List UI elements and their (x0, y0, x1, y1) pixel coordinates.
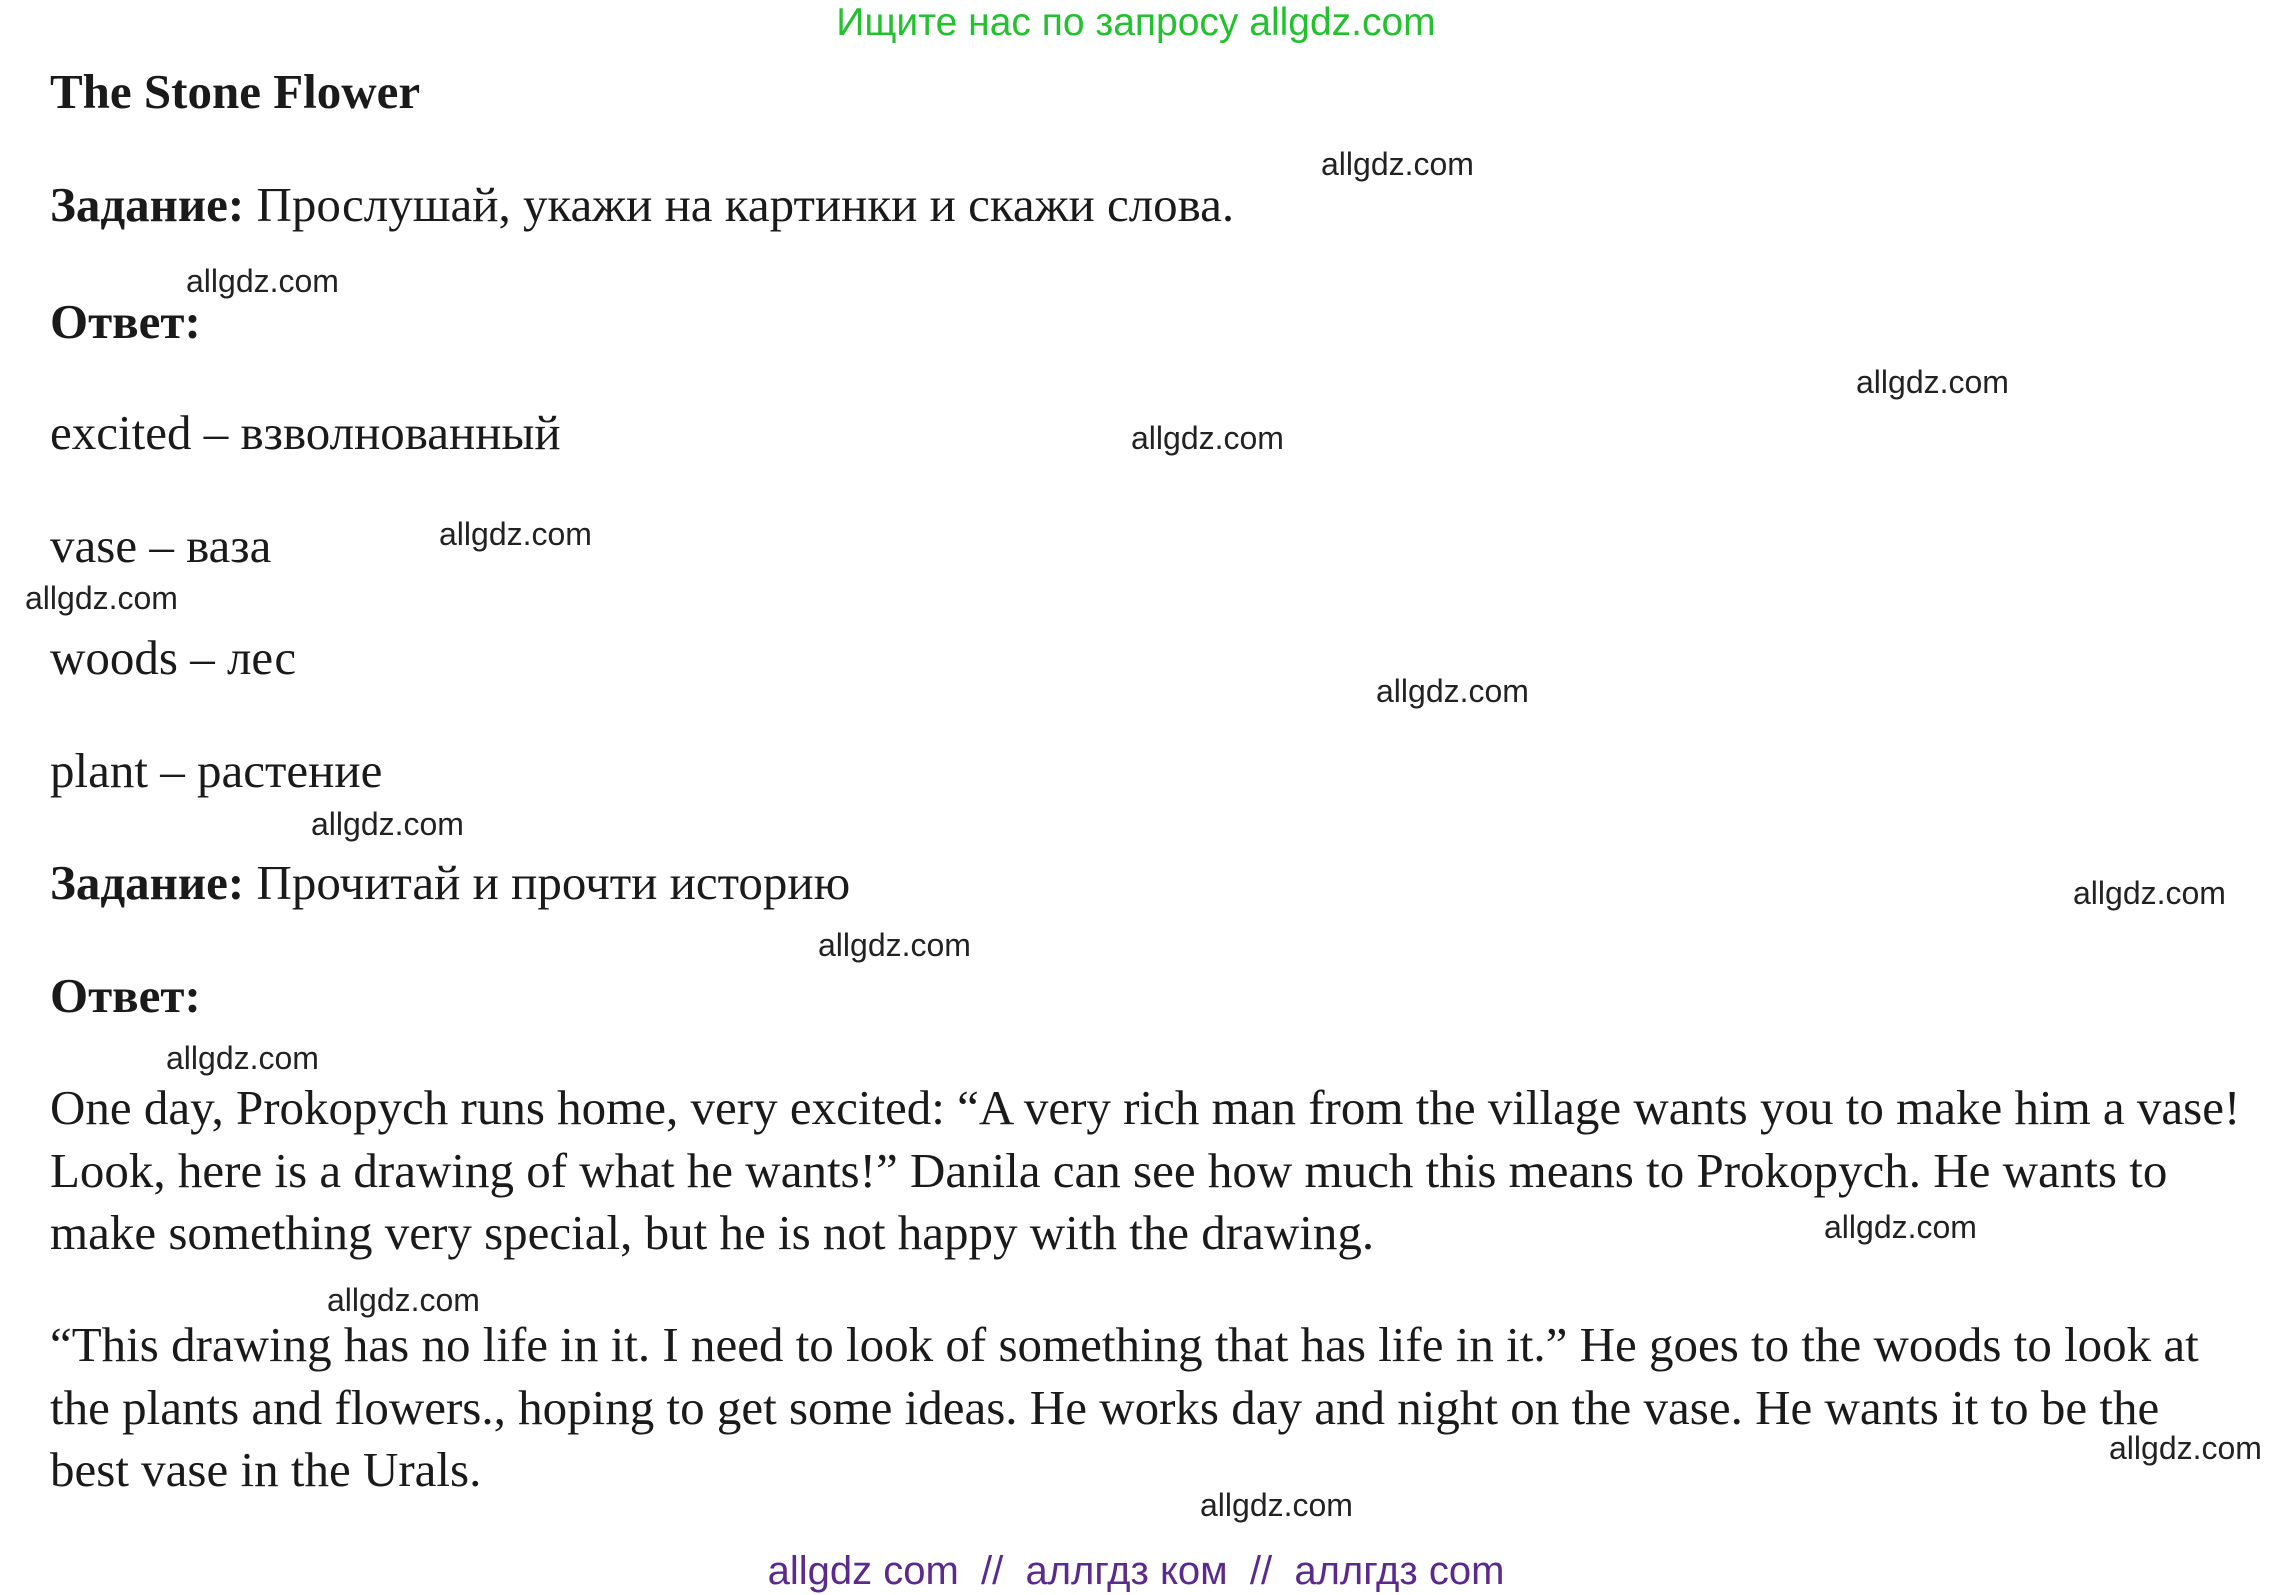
watermark: allgdz.com (186, 263, 339, 299)
watermark: allgdz.com (1824, 1209, 1977, 1245)
vocab-item-vase: vase – ваза (50, 518, 272, 573)
story-paragraph-2: “This drawing has no life in it. I need to look of something that has life in it.” He goes to the woods to look at the plants and flowers., hoping to get some ideas. He works day and night on the vase. He wants it to be the best vase in the Urals. (50, 1317, 2199, 1497)
watermark: allgdz.com (818, 927, 971, 963)
answer-2-label: Ответ: (50, 968, 201, 1023)
watermark: allgdz.com (311, 806, 464, 842)
watermark: allgdz.com (166, 1040, 319, 1076)
watermark: allgdz.com (1131, 420, 1284, 456)
task-2-label: Задание: (50, 855, 245, 910)
story-paragraph-1: One day, Prokopych runs home, very excited: “A very rich man from the village wants you to make him a vase! Look, here is a drawing of what he wants!” Danila can see how much this means to Prokopych. He wants to make something very special, but he is not happy with the drawing. (50, 1080, 2241, 1260)
page-title: The Stone Flower (50, 64, 421, 119)
watermark: allgdz.com (1376, 673, 1529, 709)
watermark: allgdz.com (439, 516, 592, 552)
task-2 (50, 853, 850, 913)
vocab-item-woods: woods – лес (50, 630, 297, 685)
task-1-text: Прослушай, укажи на картинки и скажи слова. (244, 177, 1235, 232)
watermark: allgdz.com (2109, 1430, 2262, 1466)
watermark: allgdz.com (327, 1282, 480, 1318)
watermark: allgdz.com (1856, 364, 2009, 400)
task-2-text: Прочитай и прочти историю (244, 855, 851, 910)
watermark: allgdz.com (2073, 875, 2226, 911)
vocab-item-excited: excited – взволнованный (50, 405, 561, 460)
task-1 (50, 175, 1234, 235)
bottom-banner: allgdz com // аллгдз ком // аллгдз com (767, 1549, 1505, 1593)
top-banner: Ищите нас по запросу allgdz.com (836, 1, 1436, 44)
watermark: allgdz.com (25, 580, 178, 616)
answer-1-label: Ответ: (50, 294, 201, 349)
vocab-item-plant: plant – растение (50, 743, 383, 798)
task-1-label: Задание: (50, 177, 245, 232)
watermark: allgdz.com (1200, 1487, 1353, 1523)
watermark: allgdz.com (1321, 146, 1474, 182)
